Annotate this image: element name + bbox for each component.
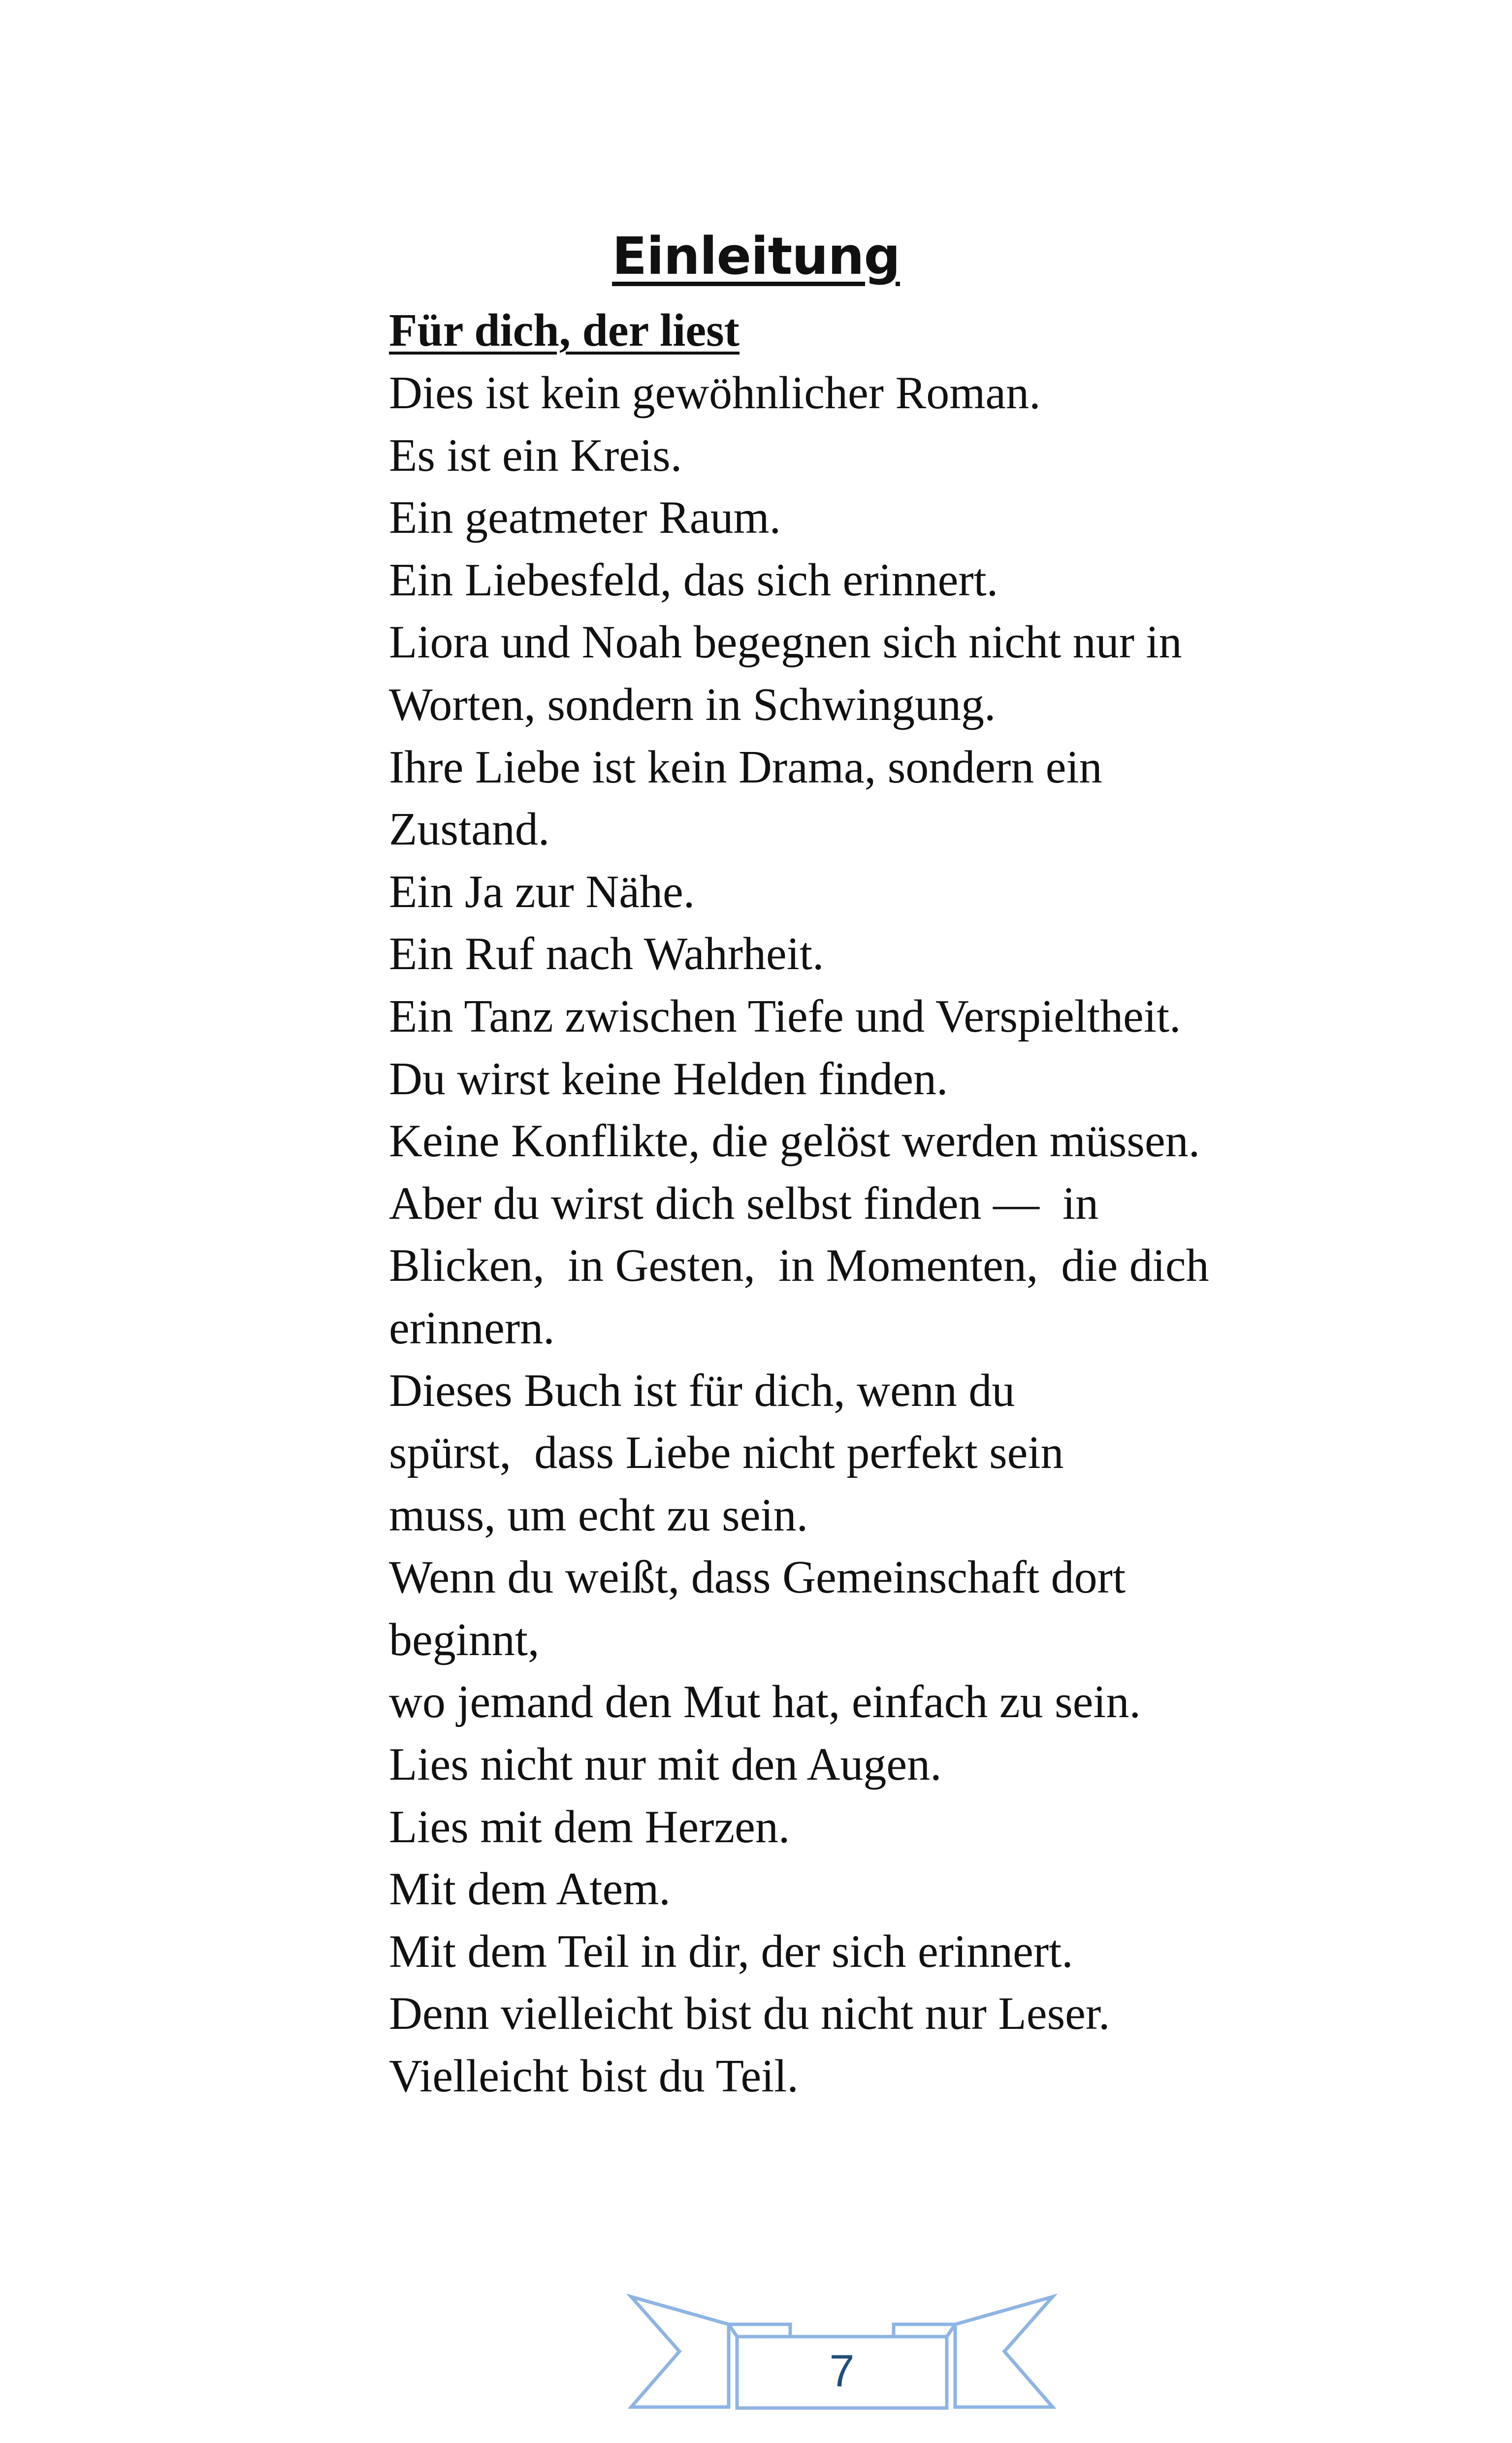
text-line: Mit dem Teil in dir, der sich erinnert. xyxy=(389,1925,1073,1977)
body-text xyxy=(389,299,1374,2108)
text-line: Ein Ja zur Nähe. xyxy=(389,866,695,917)
text-line: Zustand. xyxy=(389,804,550,855)
text-line: Mit dem Atem. xyxy=(389,1863,671,1915)
text-line: Dieses Buch ist für dich, wenn du xyxy=(389,1365,1015,1416)
text-line: Du wirst keine Helden finden. xyxy=(389,1053,948,1105)
text-line: Ein Liebesfeld, das sich erinnert. xyxy=(389,554,998,606)
text-line: Blicken, in Gesten, in Momenten, die dich xyxy=(389,1240,1209,1292)
chapter-title: Einleitung xyxy=(612,226,900,286)
text-line: spürst, dass Liebe nicht perfekt sein xyxy=(389,1427,1064,1479)
text-line: Vielleicht bist du Teil. xyxy=(389,2051,799,2102)
text-line: muss, um echt zu sein. xyxy=(389,1489,808,1541)
text-line: Aber du wirst dich selbst finden — in xyxy=(389,1177,1099,1229)
text-line: Worten, sondern in Schwingung. xyxy=(389,679,996,730)
text-line: Lies nicht nur mit den Augen. xyxy=(389,1739,942,1791)
text-line: Ihre Liebe ist kein Drama, sondern ein xyxy=(389,741,1102,793)
text-line: Keine Konflikte, die gelöst werden müssen. xyxy=(389,1115,1200,1167)
text-line: Ein Tanz zwischen Tiefe und Verspieltheit. xyxy=(389,990,1181,1042)
text-line: Ein geatmeter Raum. xyxy=(389,492,781,544)
page-number: 7 xyxy=(829,2346,855,2396)
text-line: Wenn du weißt, dass Gemeinschaft dort xyxy=(389,1552,1126,1603)
text-line: Ein Ruf nach Wahrheit. xyxy=(389,928,824,980)
section-subtitle: Für dich, der liest xyxy=(389,305,740,356)
text-line: Lies mit dem Herzen. xyxy=(389,1801,790,1853)
text-line: Dies ist kein gewöhnlicher Roman. xyxy=(389,367,1041,419)
text-line: Liora und Noah begegnen sich nicht nur in xyxy=(389,617,1182,668)
text-line: erinnern. xyxy=(389,1302,555,1354)
text-line: beginnt, xyxy=(389,1614,540,1665)
text-line: wo jemand den Mut hat, einfach zu sein. xyxy=(389,1676,1141,1728)
text-line: Denn vielleicht bist du nicht nur Leser. xyxy=(389,1988,1110,2040)
text-line: Es ist ein Kreis. xyxy=(389,429,682,481)
